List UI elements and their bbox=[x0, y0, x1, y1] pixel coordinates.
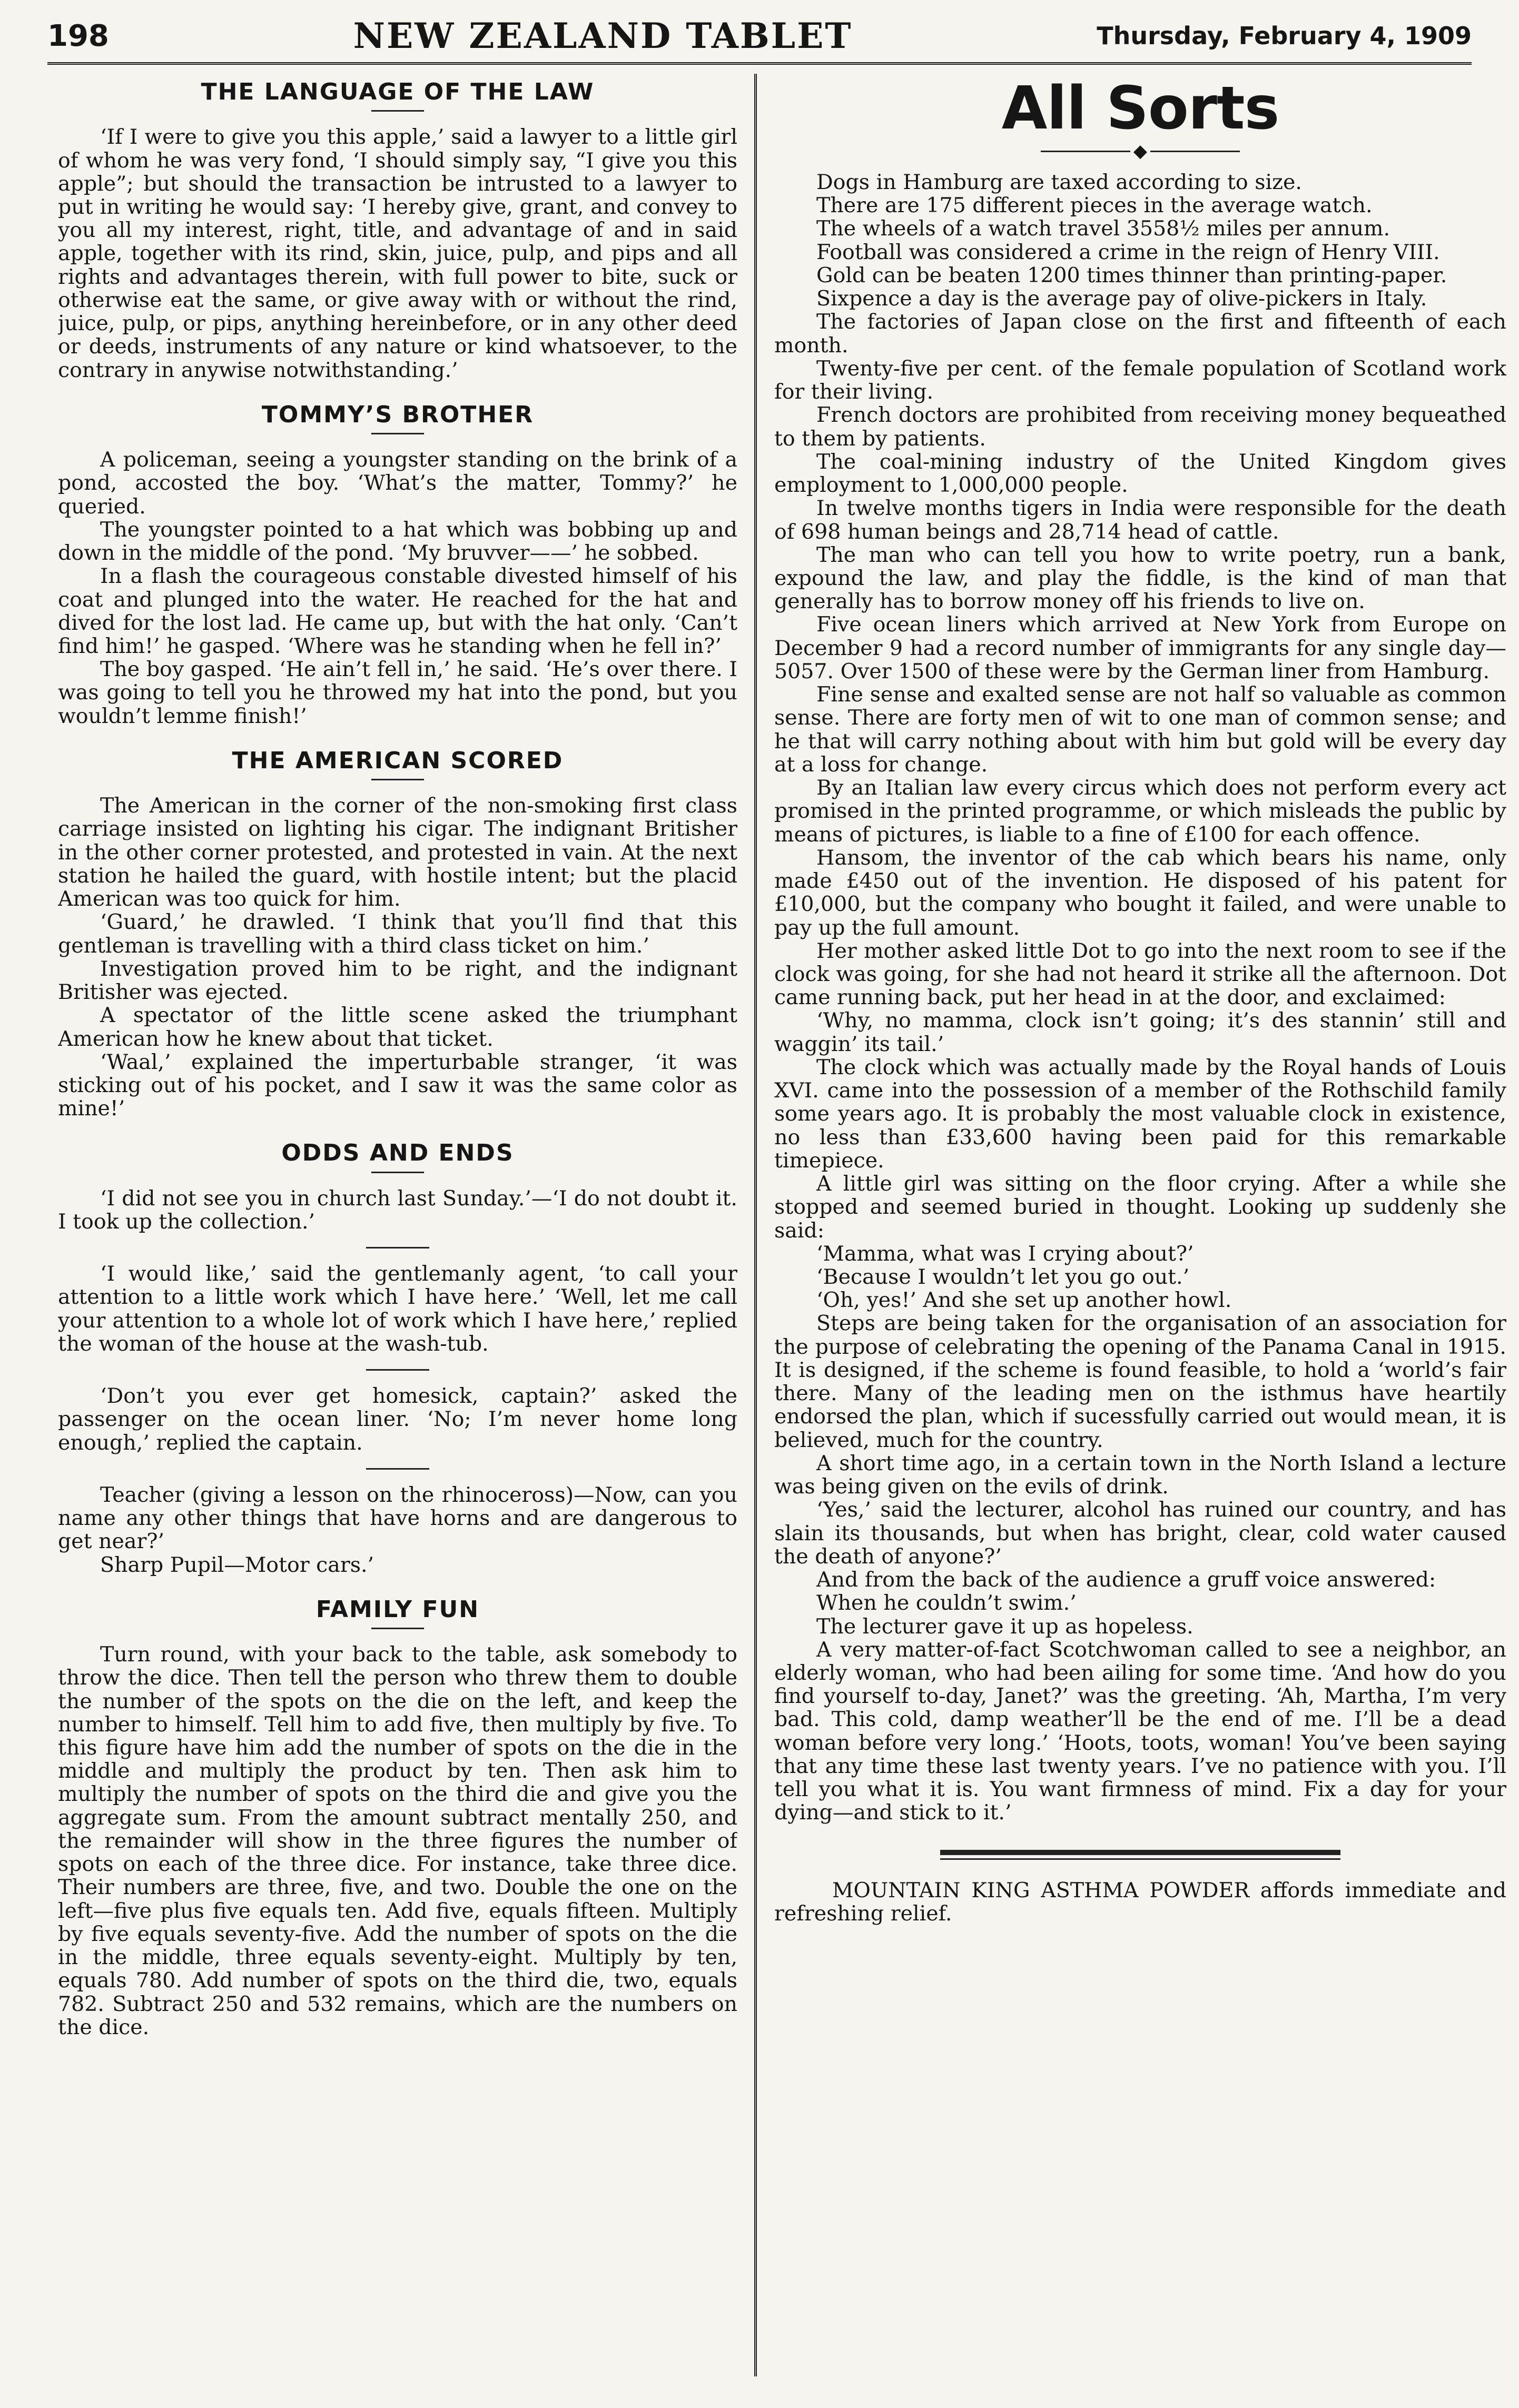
article-paragraph: The boy gasped. ‘He ain’t fell in,’ he said. ‘He’s over there. I was going to tell you he throwed my hat into the pond, but you wouldn’t lemme finish!’ bbox=[58, 657, 737, 728]
article-paragraph: A spectator of the little scene asked the triumphant American how he knew about that ticket. bbox=[58, 1003, 737, 1051]
article-paragraph: The American in the corner of the non-smoking first class carriage insisted on lighting his cigar. The indignant Britisher in the other corner protested, and protested in vain. At the next station he hailed the guard, with hostile intent; but the placid American was too quick for him. bbox=[58, 794, 737, 911]
article-paragraph: Turn round, with your back to the table, ask somebody to throw the dice. Then tell the person who threw them to double the number of the spots on the die on the left, and keep the number to himself. Tell him to add five, then multiply by five. To this figure have him add the number of spots on the die in the middle and multiply the product by ten. Then ask him to multiply the number of spots on the third die and give you the aggregate sum. From the amount subtract mentally 250, and the remainder will show in the three figures the number of spots on each of the three dice. For instance, take three dice. Their numbers are three, five, and two. Double the one on the left—five plus five equals ten. Add five, equals fifteen. Multiply by five equals seventy-five. Add the number of spots on the die in the middle, three equals seventy-eight. Multiply by ten, equals 780. Add number of spots on the third die, two, equals 782. Subtract 250 and 532 remains, which are the numbers on the dice. bbox=[58, 1642, 737, 2039]
newspaper-title: NEW ZEALAND TABLET bbox=[353, 15, 853, 56]
list-item: Gold can be beaten 1200 times thinner than printing-paper. bbox=[816, 263, 1447, 288]
list-item: A little girl was sitting on the floor crying. After a while she stopped and seemed buried in thought. Looking up suddenly she said: bbox=[774, 1172, 1506, 1243]
list-item: ‘Mamma, what was I crying about?’ bbox=[816, 1241, 1194, 1266]
diamond-ornament-icon: ◆ bbox=[1133, 141, 1148, 162]
list-item: Fine sense and exalted sense are not half so valuable as common sense. There are forty men of wit to one man of common sense; and he that will carry nothing about with him but gold will be every day at a loss for change. bbox=[774, 682, 1506, 777]
list-item: ‘Oh, yes!’ And she set up another howl. bbox=[816, 1288, 1232, 1313]
article-paragraph: ‘Don’t you ever get homesick, captain?’ asked the passenger on the ocean liner. ‘No; I’m never home long enough,’ replied the captain. bbox=[58, 1384, 737, 1455]
article-paragraph: The youngster pointed to a hat which was bobbing up and down in the middle of the pond. ‘My bruvver——’ he sobbed. bbox=[58, 517, 737, 566]
article-paragraph: Sharp Pupil—Motor cars.’ bbox=[100, 1552, 374, 1577]
list-item: In twelve months tigers in India were responsible for the death of 698 human beings and 28,714 head of cattle. bbox=[774, 496, 1506, 544]
list-item: The factories of Japan close on the first and fifteenth of each month. bbox=[774, 310, 1506, 358]
list-item: Steps are being taken for the organisation of an association for the purpose of celebrating the opening of the Panama Canal in 1915. It is designed, if the scheme is found feasible, to hold a ‘world’s fair there. Many of the leading men on the isthmus have heartily endorsed the plan, which if sucessfully carried out would mean, it is believed, much for the country. bbox=[774, 1311, 1506, 1452]
article-paragraph: Teacher (giving a lesson on the rhinoceross)—Now, can you name any other things that have horns and are dangerous to get near?’ bbox=[58, 1482, 737, 1554]
list-item: Five ocean liners which arrived at New York from Europe on December 9 had a record number of immigrants for any single day—5057. Over 1500 of these were by the German liner from Hamburg. bbox=[774, 612, 1506, 683]
article-headline: THE LANGUAGE OF THE LAW bbox=[201, 78, 595, 105]
list-item: And from the back of the audience a gruff voice answered: bbox=[816, 1568, 1436, 1592]
headline-rule bbox=[371, 110, 424, 112]
issue-date: Thursday, February 4, 1909 bbox=[1097, 22, 1472, 50]
list-item: Twenty-five per cent. of the female population of Scotland work for their living. bbox=[774, 356, 1506, 404]
list-item: By an Italian law every circus which does not perform every act promised in the printed programme, or which misleads the public by means of pictures, is liable to a fine of £100 for each offence. bbox=[774, 776, 1506, 847]
list-item: When he couldn’t swim.’ bbox=[816, 1591, 1077, 1616]
ornament-line bbox=[1150, 151, 1240, 152]
article-paragraph: ‘If I were to give you this apple,’ said a lawyer to a little girl of whom he was very fond, ‘I should simply say, “I give you this apple”; but should the transaction be intrusted to a lawyer to put in writing he would say: ‘I hereby give, grant, and convey to you all my interest, right, title, and advantage of and in said apple, together with its rind, skin, juice, pulp, and pips and all rights and advantages therein, with full power to bite, suck or otherwise eat the same, or give away with or without the rind, juice, pulp, or pips, anything hereinbefore, or in any other deed or deeds, instruments of any nature or kind whatsoever, to the contrary in anywise notwithstanding.’ bbox=[58, 125, 737, 382]
left-column bbox=[58, 74, 737, 2392]
right-column bbox=[774, 74, 1506, 2392]
ornament-line bbox=[1041, 151, 1130, 152]
list-item: ‘Yes,’ said the lecturer, alcohol has ruined our country, and has slain its thousands, but when has bright, clear, cold water caused the death of anyone?’ bbox=[774, 1498, 1506, 1569]
advertisement: MOUNTAIN KING ASTHMA POWDER affords immediate and refreshing relief. bbox=[774, 1878, 1506, 1926]
list-item: ‘Why, no mamma, clock isn’t going; it’s des stannin’ still and waggin’ its tail.’ bbox=[774, 1008, 1506, 1056]
article-paragraph: ‘Guard,’ he drawled. ‘I think that you’ll find that this gentleman is travelling with a third class ticket on him.’ bbox=[58, 910, 737, 958]
list-item: Dogs in Hamburg are taxed according to size. bbox=[816, 170, 1302, 194]
list-item: There are 175 different pieces in the average watch. bbox=[816, 193, 1373, 218]
headline-rule bbox=[371, 1172, 424, 1173]
list-item: A short time ago, in a certain town in the North Island a lecture was being given on the evils of drink. bbox=[774, 1451, 1506, 1499]
item-separator bbox=[366, 1369, 429, 1371]
article-headline: ODDS AND ENDS bbox=[281, 1139, 514, 1167]
list-item: Sixpence a day is the average pay of olive-pickers in Italy. bbox=[816, 286, 1427, 311]
list-item: Her mother asked little Dot to go into the next room to see if the clock was going, for she had not heard it strike all the afternoon. Dot came running back, put her head in at the door, and exclaimed: bbox=[774, 938, 1506, 1010]
article-paragraph: Investigation proved him to be right, and the indignant Britisher was ejected. bbox=[58, 956, 737, 1005]
list-item: The man who can tell you how to write poetry, run a bank, expound the law, and play the fiddle, is the kind of man that generally has to borrow money off his friends to live on. bbox=[774, 542, 1506, 614]
article-paragraph: In a flash the courageous constable divested himself of his coat and plunged into the water. He reached for the hat and dived for the lost lad. He came up, but with the hat only. ‘Can’t find him!’ he gasped. ‘Where was he standing when he fell in?’ bbox=[58, 564, 737, 658]
article-paragraph: ‘I did not see you in church last Sunday.’—‘I do not doubt it. I took up the collection.’ bbox=[58, 1186, 737, 1234]
article-headline: FAMILY FUN bbox=[315, 1596, 480, 1623]
article-family-fun bbox=[58, 1597, 737, 2039]
article-tommys-brother bbox=[58, 402, 737, 728]
article-language-of-the-law bbox=[58, 79, 737, 382]
list-item: Hansom, the inventor of the cab which bears his name, only made £450 out of the invention. He disposed of his patent for £10,000, but the company who bought it failed, and were unable to pay up the full amount. bbox=[774, 845, 1506, 940]
item-separator bbox=[366, 1468, 429, 1470]
list-item: The clock which was actually made by the Royal hands of Louis XVI. came into the possession of a member of the Rothschild family some years ago. It is probably the most valuable clock in existence, no less than £33,600 having been paid for this remarkable timepiece. bbox=[774, 1055, 1506, 1173]
headline-rule bbox=[371, 1628, 424, 1629]
list-item: French doctors are prohibited from receiving money bequeathed to them by patients. bbox=[774, 403, 1506, 451]
article-paragraph: A policeman, seeing a youngster standing on the brink of a pond, accosted the boy. ‘What’s the matter, Tommy?’ he queried. bbox=[58, 448, 737, 519]
column-divider bbox=[754, 74, 757, 2376]
list-item: The lecturer gave it up as hopeless. bbox=[816, 1614, 1194, 1639]
page-number: 198 bbox=[47, 18, 109, 53]
list-item: The wheels of a watch travel 3558½ miles per annum. bbox=[816, 216, 1390, 241]
all-sorts-title: All Sorts bbox=[1001, 74, 1279, 143]
list-item: The coal-mining industry of the United Kingdom gives employment to 1,000,000 people. bbox=[774, 449, 1506, 498]
list-item: ‘Because I wouldn’t let you go out.’ bbox=[816, 1265, 1190, 1290]
title-ornament bbox=[774, 142, 1506, 160]
all-sorts-items bbox=[774, 171, 1506, 1825]
headline-rule bbox=[371, 433, 424, 434]
item-separator bbox=[366, 1247, 429, 1248]
article-paragraph: ‘Waal,’ explained the imperturbable stranger, ‘it was sticking out of his pocket, and I saw it was the same color as mine!’ bbox=[58, 1049, 737, 1121]
article-headline: THE AMERICAN SCORED bbox=[232, 747, 564, 774]
section-heavy-rule bbox=[940, 1850, 1340, 1860]
article-headline: TOMMY’S BROTHER bbox=[261, 401, 534, 428]
list-item: Football was considered a crime in the reign of Henry VIII. bbox=[816, 240, 1440, 264]
masthead bbox=[47, 9, 1472, 65]
headline-rule bbox=[371, 779, 424, 780]
list-item: A very matter-of-fact Scotchwoman called to see a neighbor, an elderly woman, who had been ailing for some time. ‘And how do you find yourself to-day, Janet?’ was the greeting. ‘Ah, Martha, I’m very bad. This cold, damp weather’ll be the end of me. I’ll be a dead woman before very long.’ ‘Hoots, toots, woman! You’ve been saying that any time these last twenty years. I’ve no patience with you. I’ll tell you what it is. You want firmness of mind. Fix a day for your dying—and stick to it.’ bbox=[774, 1637, 1506, 1825]
article-odds-and-ends bbox=[58, 1140, 737, 1576]
article-paragraph: ‘I would like,’ said the gentlemanly agent, ‘to call your attention to a little work which I have here.’ ‘Well, let me call your attention to a whole lot of work which I have here,’ replied the woman of the house at the wash-tub. bbox=[58, 1262, 737, 1356]
article-american-scored bbox=[58, 748, 737, 1121]
